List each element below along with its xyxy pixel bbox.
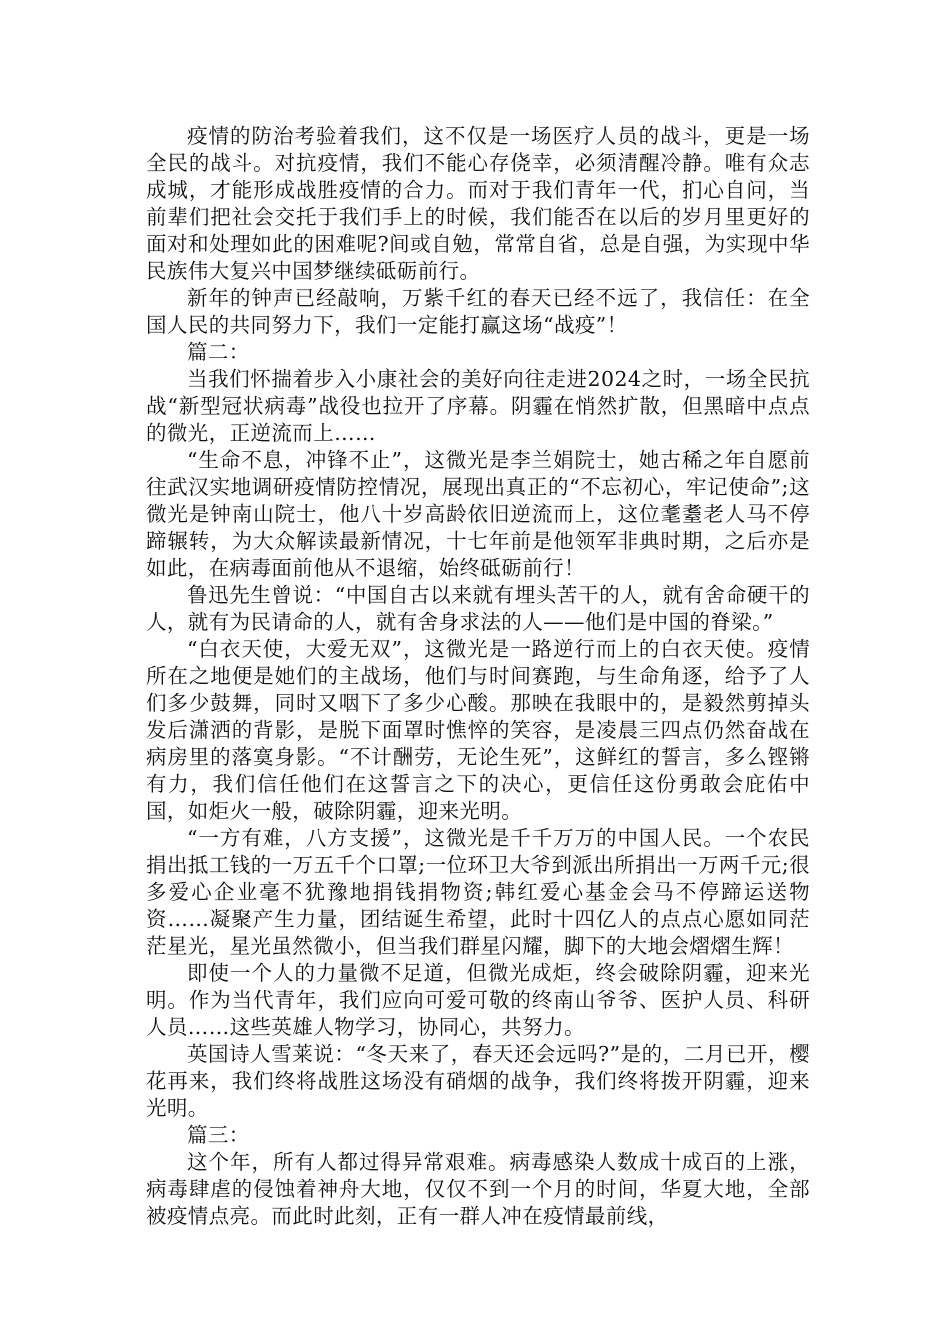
paragraph-lu-xun-quote: 鲁迅先生曾说：“中国自古以来就有埋头苦干的人，就有舍命硬干的人，就有为民请命的人，就有舍身求法的人——他们是中国的脊梁。”	[146, 583, 810, 634]
section-heading-part-three: 篇三：	[187, 1123, 250, 1147]
paragraph-academicians: “生命不息，冲锋不止”，这微光是李兰娟院士，她古稀之年自愿前往武汉实地调研疫情防控情况，展现出真正的“不忘初心，牢记使命”;这微光是钟南山院士，他八十岁高龄依旧逆流而上，这位耄耋老人马不停蹄辗转，为大众解读最新情况，十七年前是他领军非典时期，之后亦是如此，在病毒面前他从不退缩，始终砥砺前行！	[146, 448, 810, 580]
paragraph-white-angels: “白衣天使，大爱无双”，这微光是一路逆行而上的白衣天使。疫情所在之地便是她们的主战场，他们与时间赛跑，与生命角逐，给予了人们多少鼓舞，同时又咽下了多少心酸。那映在我眼中的，是毅然剪掉头发后潇洒的背影，是脱下面罩时憔悴的笑容，是凌晨三四点仍然奋战在病房里的落寞身影。“不计酬劳，无论生死”，这鲜红的誓言，多么铿锵有力，我们信任他们在这誓言之下的决心，更信任这份勇敢会庇佑中国，如炬火一般，破除阴霾，迎来光明。	[146, 637, 810, 823]
paragraph-eight-sides-support: “一方有难，八方支援”，这微光是千千万万的中国人民。一个农民捐出抵工钱的一万五千个口罩;一位环卫大爷到派出所捐出一万两千元;很多爱心企业毫不犹豫地捐钱捐物资;韩红爱心基金会马不停蹄运送物资……凝聚产生力量，团结诞生希望，此时十四亿人的点点心愿如同茫茫星光，星光虽然微小，但当我们群星闪耀，脚下的大地会熠熠生辉！	[146, 826, 810, 958]
paragraph-epidemic-test: 疫情的防治考验着我们，这不仅是一场医疗人员的战斗，更是一场全民的战斗。对抗疫情，我们不能心存侥幸，必须清醒冷静。唯有众志成城，才能形成战胜疫情的合力。而对于我们青年一代，扪心自问，当前辈们把社会交托于我们手上的时候，我们能否在以后的岁月里更好的面对和处理如此的困难呢?间或自勉，常常自省，总是自强，为实现中华民族伟大复兴中国梦继续砥砺前行。	[146, 124, 810, 283]
paragraph-difficult-year: 这个年，所有人都过得异常艰难。病毒感染人数成十成百的上涨，病毒肆虐的侵蚀着神舟大地，仅仅不到一个月的时间，华夏大地，全部被疫情点亮。而此时此刻，正有一群人冲在疫情最前线，	[146, 1150, 810, 1228]
paragraph-new-year: 新年的钟声已经敲响，万紫千红的春天已经不远了，我信任：在全国人民的共同努力下，我们一定能打赢这场“战疫”！	[146, 286, 810, 337]
paragraph-shelley-quote: 英国诗人雪莱说：“冬天来了，春天还会远吗?”是的，二月已开，樱花再来，我们终将战胜这场没有硝烟的战争，我们终将拨开阴霾，迎来光明。	[146, 1042, 810, 1120]
paragraph-youth-responsibility: 即使一个人的力量微不足道，但微光成炬，终会破除阴霾，迎来光明。作为当代青年，我们应向可爱可敬的终南山爷爷、医护人员、科研人员……这些英雄人物学习，协同心，共努力。	[146, 961, 810, 1039]
document-body	[146, 123, 810, 1230]
paragraph-moderate-society: 当我们怀揣着步入小康社会的美好向往走进2024之时，一场全民抗战“新型冠状病毒”战役也拉开了序幕。阴霾在悄然扩散，但黑暗中点点的微光，正逆流而上……	[146, 367, 810, 445]
section-heading-part-two: 篇二：	[187, 340, 250, 364]
